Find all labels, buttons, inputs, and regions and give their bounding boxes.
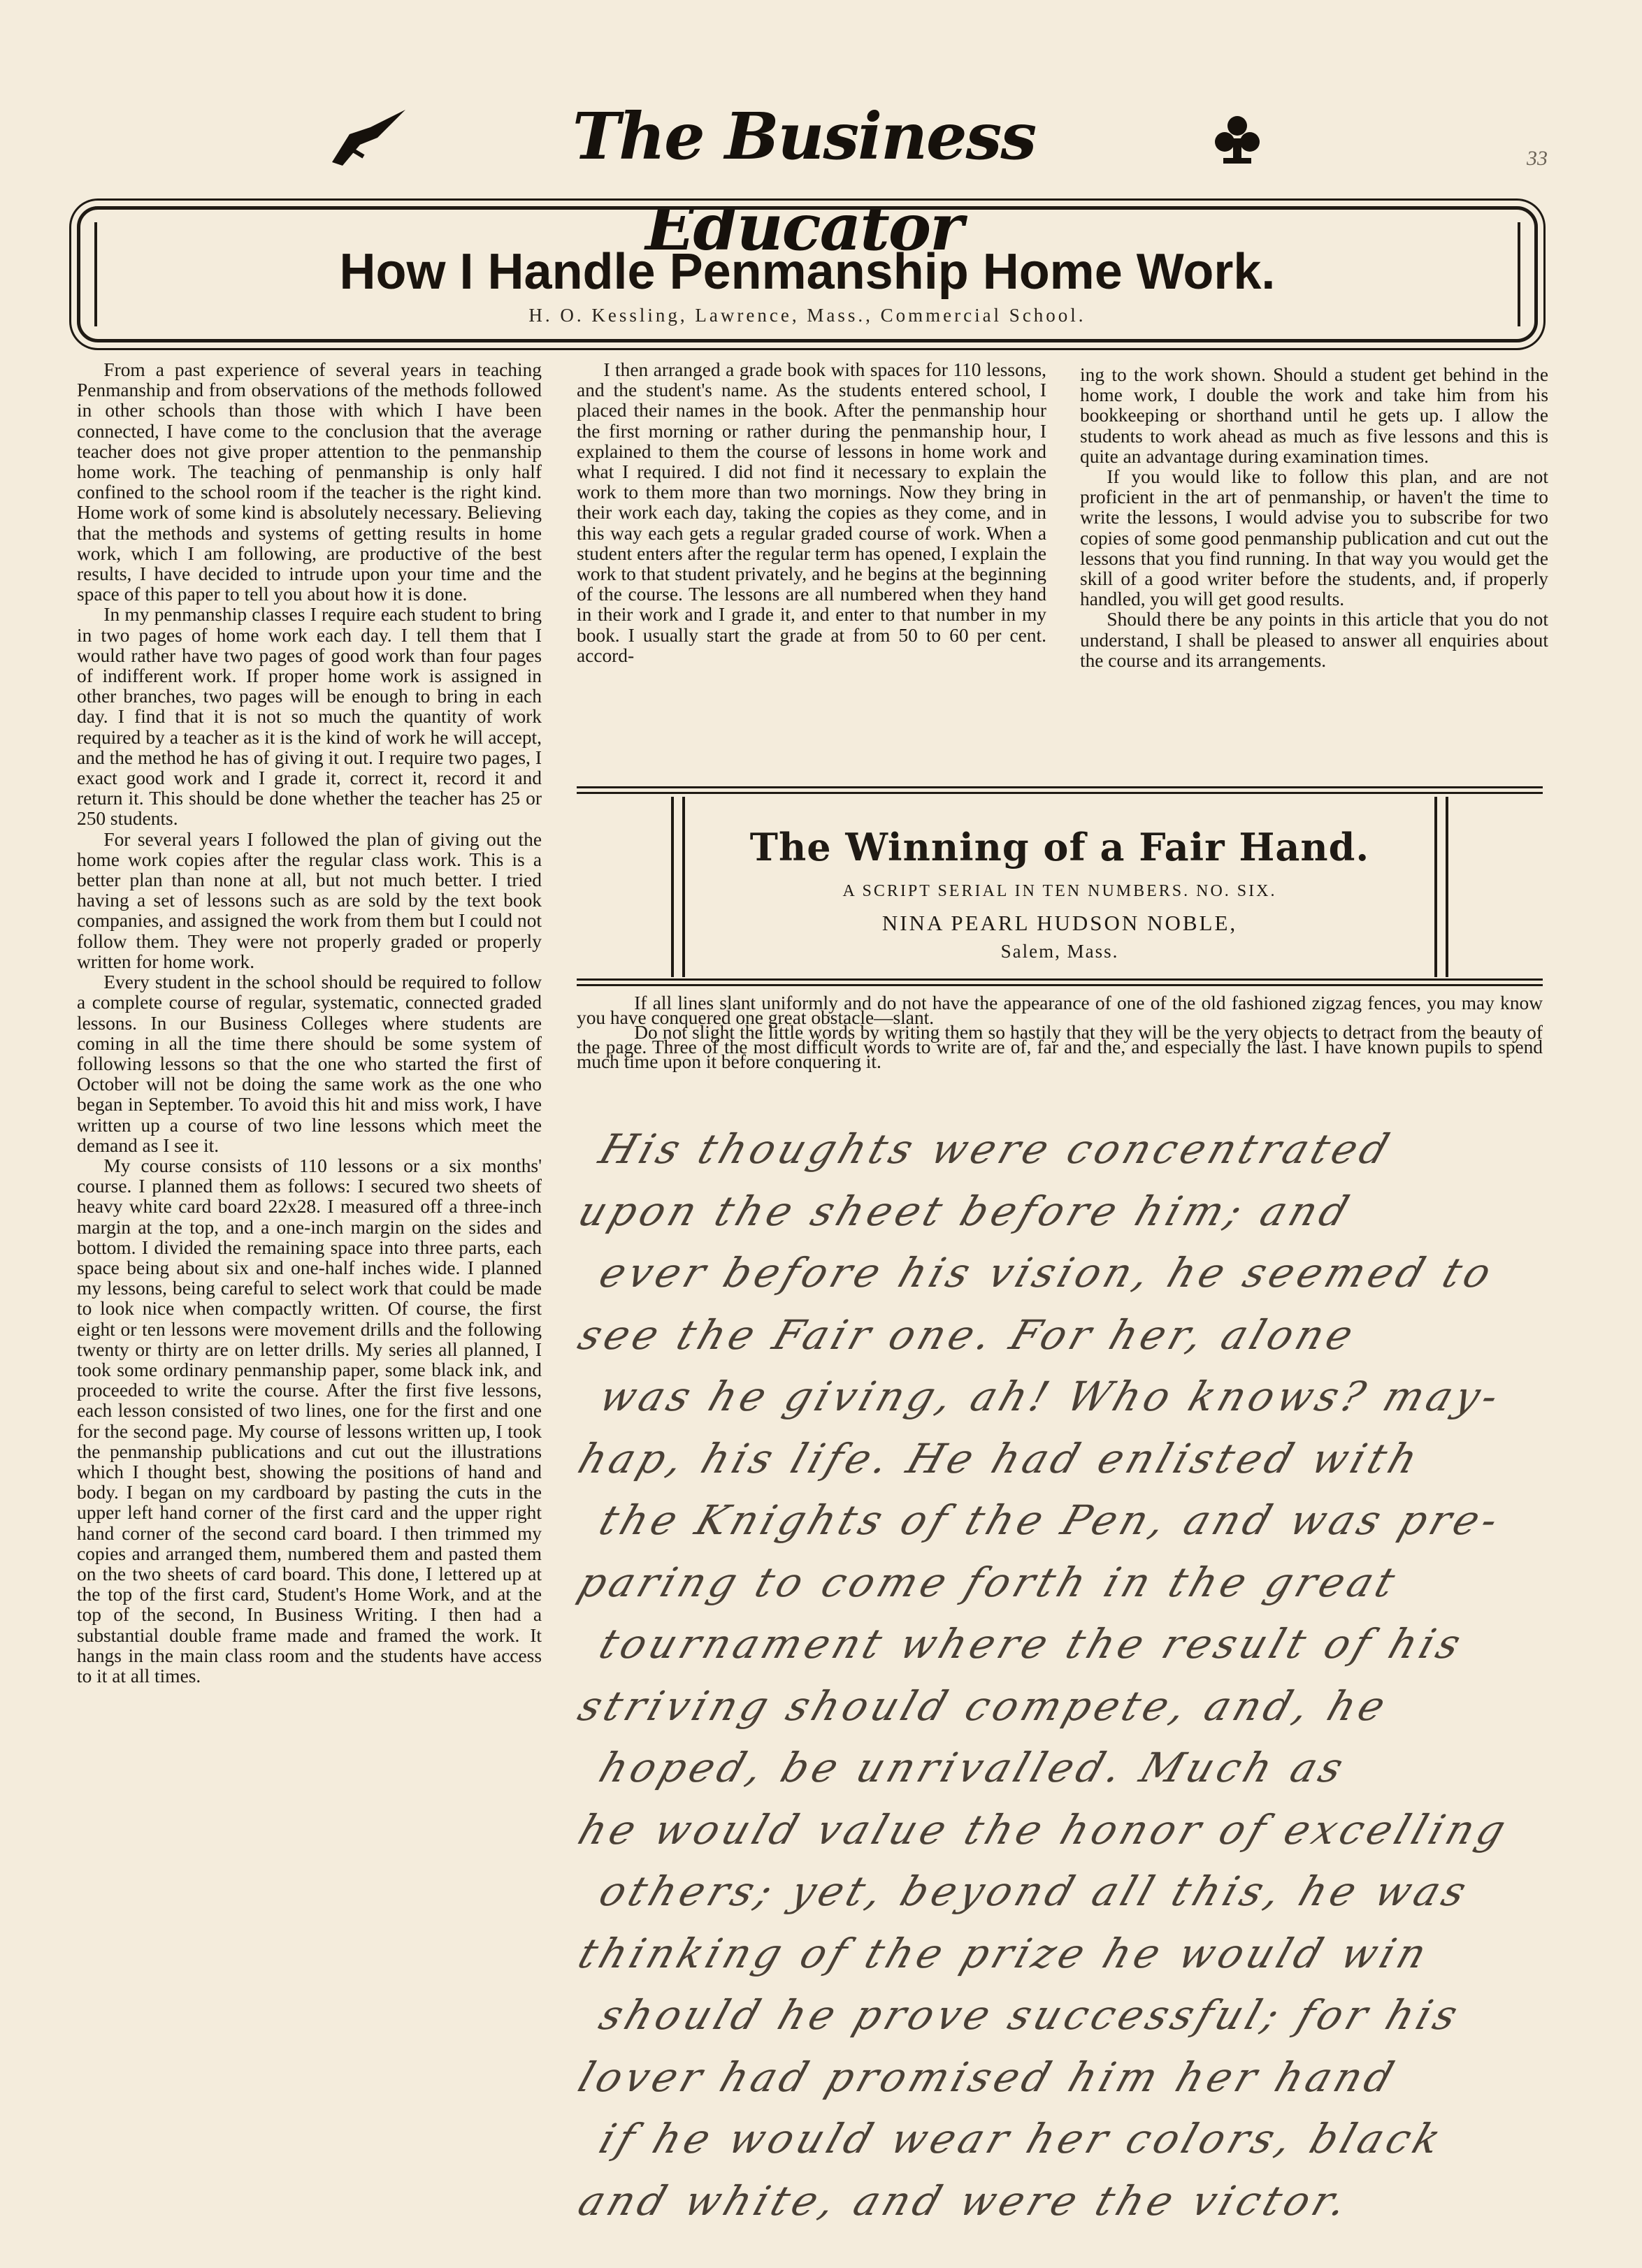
paragraph: For several years I followed the plan of giving out the home work copies after the regular class work. This is a better plan than none at all, but not much better. I tried having a set of lessons such as are sold by the text book companies, and assigned the work from them but I could not follow them. They were not properly graded or properly written for home work. — [77, 828, 542, 972]
serial-frame — [671, 797, 1448, 977]
script-line: tournament where the result of his — [593, 1620, 1471, 1668]
script-line: paring to come forth in the great — [572, 1558, 1405, 1606]
script-line: hap, his life. He had enlisted with — [572, 1434, 1428, 1482]
divider-rule — [577, 978, 1543, 981]
script-line: His thoughts were concentrated — [593, 1125, 1399, 1173]
fleur-ornament-icon — [1209, 110, 1265, 166]
masthead-title: The Business Educator — [572, 99, 1036, 265]
paragraph: Should there be any points in this article that you do not understand, I shall be pleased to answer all enquiries about the course and its arrangements. — [1080, 609, 1548, 671]
script-line: see the Fair one. For her, alone — [572, 1310, 1364, 1359]
masthead — [0, 91, 1642, 265]
paragraph: I then arranged a grade book with spaces for 110 lessons, and the student's name. As the students entered school, I placed their names in the book. After the penmanship hour the first morning or rather during the penmanship hour, I explained to them the course of lessons in home work and what I required. I did not find it necessary to explain the work to them more than two mornings. Now they bring in their work each day, taking the copies as they come, and in this way each gets a regular graded course of work. When a student enters after the regular term has opened, I explain the work to that student privately, and he begins at the beginning of the course. The lessons are all numbered when they hand in their work and I grade it, and enter to that number in my book. I usually start the grade at from 50 to 60 per cent. accord- — [577, 359, 1046, 666]
script-line: upon the sheet before him; and — [572, 1187, 1359, 1235]
serial-place: Salem, Mass. — [1000, 941, 1119, 962]
article-title: How I Handle Penmanship Home Work. — [339, 244, 1276, 300]
paragraph: If all lines slant uniformly and do not have the appearance of one of the old fashioned zigzag fences, you may know you have conquered one great obstacle—slant. — [577, 992, 1543, 1028]
paragraph: In my penmanship classes I require each student to bring in two pages of home work each day. I tell them that I would rather have two pages of good work than four pages of indifferent work. If proper home work is assigned in other branches, two pages will be enough to bring in each day. I find that it is not so much the quantity of work required by a teacher as it is the kind of work he will accept, and the method he has of giving it out. I require two pages, I exact good work and I grade it, correct it, record it and return it. This should be done whether the teacher has 25 or 250 students. — [77, 604, 542, 830]
script-specimen — [572, 1118, 1545, 2232]
article-title-box — [77, 206, 1538, 342]
paragraph: Every student in the school should be required to follow a complete course of regular, systematic, connected graded lessons. In our Business Colleges where students are coming in all the time there should be some system of following lessons so that the one who started the first of October will not be doing the same work as the one who began in September. To avoid this hit and miss work, I have written up a course of two line lessons which meet the demand as I see it. — [77, 972, 542, 1156]
article-byline: H. O. Kessling, Lawrence, Mass., Commercial School. — [528, 305, 1086, 326]
quill-pen-icon — [329, 106, 412, 169]
page-number: 33 — [1527, 147, 1548, 170]
script-line: was he giving, ah! Who knows? may- — [593, 1373, 1509, 1420]
divider-rule — [577, 792, 1543, 794]
script-line: striving should compete, and, he — [572, 1682, 1396, 1730]
serial-author: NINA PEARL HUDSON NOBLE, — [881, 911, 1238, 935]
script-line: the Knights of the Pen, and was pre- — [593, 1496, 1508, 1544]
script-line: if he would wear her colors, black — [593, 2115, 1451, 2162]
title-frame — [94, 222, 1520, 326]
paragraph: If you would like to follow this plan, and are not proficient in the art of penmanship, or haven't the time to write the lessons, I would advise you to subscribe for two copies of some good penmanship publication and cut out the lessons that you find running. In that way you would get the skill of a good writer before the students, and, if properly handled, you will get good results. — [1080, 466, 1548, 610]
script-line: lover had promised him her hand — [572, 2053, 1404, 2101]
article-column-2 — [577, 360, 1046, 666]
script-line: hoped, be unrivalled. Much as — [593, 1744, 1353, 1791]
script-line: ever before his vision, he seemed to — [593, 1249, 1501, 1296]
script-line: and white, and were the victor. — [572, 2176, 1357, 2225]
paragraph: ing to the work shown. Should a student get behind in the home work, I double the work and take him from his bookkeeping or shorthand until he gets up. I allow the students to work ahead as much as five lessons and this is quite an advantage during examination times. — [1080, 364, 1548, 467]
script-line: he would value the honor of excelling — [572, 1805, 1516, 1854]
paragraph: My course consists of 110 lessons or a six months' course. I planned them as follows: I secured two sheets of heavy white card board 22x28. I measured off a three-inch margin at the top, and a one-inch margin on the sides and bottom. I divided the remaining space into three parts, each space being about six and one-half inches wide. I planned my lessons, being careful to select work that could be made to look nice when compactly written. Of course, the first eight or ten lessons were movement drills and the following twenty or thirty are on letter drills. My series all planned, I took some ordinary penmanship paper, some black ink, and proceeded to write the course. After the first five lessons, each lesson consisted of two lines, one for the first and one for the second page. My course of lessons written up, I took the penmanship publications and cut out the illustrations which I thought best, showing the positions of hand and body. I began on my cardboard by pasting the cuts in the upper left hand corner of the first card and the upper right hand corner of the second card board. I then trimmed my copies and arranged them, numbered them and pasted them on the two sheets of card board. This done, I lettered up at the top of the first card, Student's Home Work, and at the top of the second, In Business Writing. I then had a substantial double frame made and framed the work. It hangs in the main class room and the students have access to it at all times. — [77, 1155, 542, 1686]
paragraph: From a past experience of several years in teaching Penmanship and from observations of the methods followed in other schools than those with which I have been connected, I have come to the conclusion that the average teacher does not give proper attention to the penmanship home work. The teaching of penmanship is only half confined to the school room if the teacher is the right kind. Home work of some kind is absolutely necessary. Believing that the methods and systems of getting results in home work, which I am following, are productive of the best results, I have decided to intrude upon your time and the space of this paper to tell you about how it is done. — [77, 359, 542, 605]
script-line: should he prove successful; for his — [593, 1991, 1468, 2039]
paragraph: Do not slight the little words by writing them so hastily that they will be the very objects to detract from the beauty of the page. Three of the most difficult words to write are of, far and the, and especially the last. I have known pupils to spend much time upon it before conquering it. — [577, 1022, 1543, 1072]
serial-intro — [577, 992, 1543, 1072]
divider-rule — [577, 984, 1543, 986]
script-line: others; yet, beyond all this, he was — [593, 1868, 1476, 1915]
divider-rule — [577, 786, 1543, 788]
article-column-3 — [1080, 365, 1548, 671]
article-column-1 — [77, 360, 542, 1686]
serial-title: The Winning of a Fair Hand. — [749, 825, 1370, 869]
serial-subtitle: A SCRIPT SERIAL IN TEN NUMBERS. NO. SIX. — [842, 882, 1277, 900]
serial-header — [577, 797, 1543, 977]
script-line: thinking of the prize he would win — [572, 1929, 1436, 1977]
